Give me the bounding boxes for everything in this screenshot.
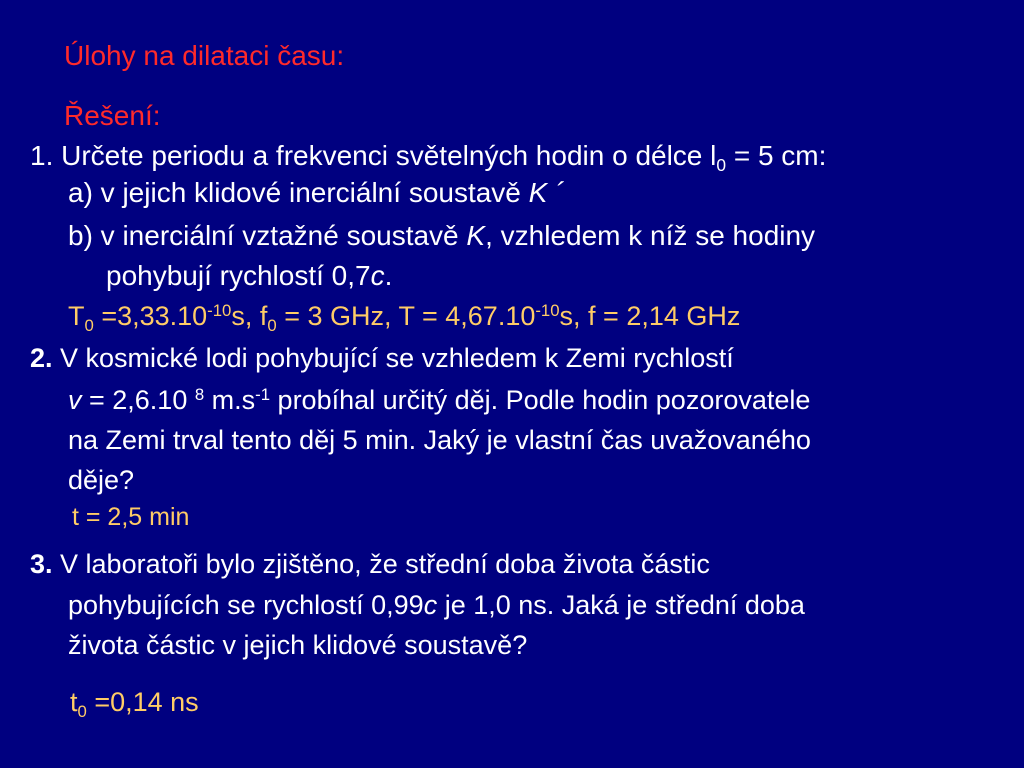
ans-part2: s, f (231, 301, 268, 331)
task2-v: v (68, 385, 82, 415)
task3-ans-sub: 0 (77, 701, 87, 721)
task1-subscript: 0 (716, 155, 727, 176)
task1-a-text: a) v jejich klidové inerciální soustavě (68, 177, 529, 208)
task2-line4: děje? (68, 465, 135, 495)
ans-part1: =3,33.10 (93, 301, 208, 331)
task1-text: 1. Určete periodu a frekvenci světelných hodin o délce l (30, 140, 717, 171)
task1-b-text-end: , vzhledem k níž se hodiny (485, 220, 816, 251)
task1-text-end: = 5 cm: (726, 140, 827, 171)
ans-sup2: -10 (535, 300, 560, 320)
task2-sup1: 8 (194, 384, 205, 404)
task3-text1: V laboratoři bylo zjištěno, že střední doba života částic (52, 549, 710, 579)
task1-statement (30, 140, 827, 176)
task2-answer: t = 2,5 min (72, 503, 190, 531)
task3-text2a: pohybujících se rychlostí 0,99 (68, 590, 424, 620)
task3-line1 (30, 548, 710, 580)
task3-answer (70, 686, 199, 721)
ans-f-sub: 0 (267, 315, 277, 335)
slide-title: Úlohy na dilataci času: (64, 40, 345, 71)
task1-a-frame: K ´ (528, 177, 565, 208)
task1-b-text: b) v inerciální vztažné soustavě (68, 220, 467, 251)
ans-part3: = 3 GHz, T = 4,67.10 (276, 301, 536, 331)
task2-text2a: = 2,6.10 (81, 385, 195, 415)
task2-number: 2. (30, 343, 53, 373)
task1-b2-c: c (370, 260, 385, 291)
task3-line2 (68, 589, 805, 621)
task1-b2-end: . (384, 260, 393, 291)
ans-sup1: -10 (207, 300, 232, 320)
task2-line2 (68, 384, 810, 416)
task3-ans-value: =0,14 ns (86, 687, 199, 717)
ans-T-sub: 0 (84, 315, 94, 335)
ans-part4: s, f = 2,14 GHz (559, 301, 741, 331)
task1-answer (68, 300, 741, 335)
task2-line1 (30, 342, 734, 374)
ans-T: T (68, 301, 85, 331)
task2-line3: na Zemi trval tento děj 5 min. Jaký je vlastní čas uvažovaného (68, 425, 811, 455)
task3-ans-t: t (70, 687, 78, 717)
task1-b2-text: pohybují rychlostí 0,7 (106, 260, 371, 291)
task3-number: 3. (30, 549, 53, 579)
solution-label: Řešení: (64, 100, 161, 131)
task1-part-a (68, 177, 564, 209)
task2-text2c: probíhal určitý děj. Podle hodin pozorovatele (270, 385, 811, 415)
task1-part-b (68, 220, 815, 252)
task2-sup2: -1 (255, 384, 271, 404)
task1-b-frame: K (466, 220, 486, 251)
task2-text1: V kosmické lodi pohybující se vzhledem k Zemi rychlostí (52, 343, 734, 373)
task3-line3: života částic v jejich klidové soustavě? (68, 630, 528, 660)
task3-c: c (423, 590, 438, 620)
task2-text2b: m.s (204, 385, 256, 415)
task1-part-b-cont (106, 260, 392, 292)
task3-text2b: je 1,0 ns. Jaká je střední doba (437, 590, 805, 620)
